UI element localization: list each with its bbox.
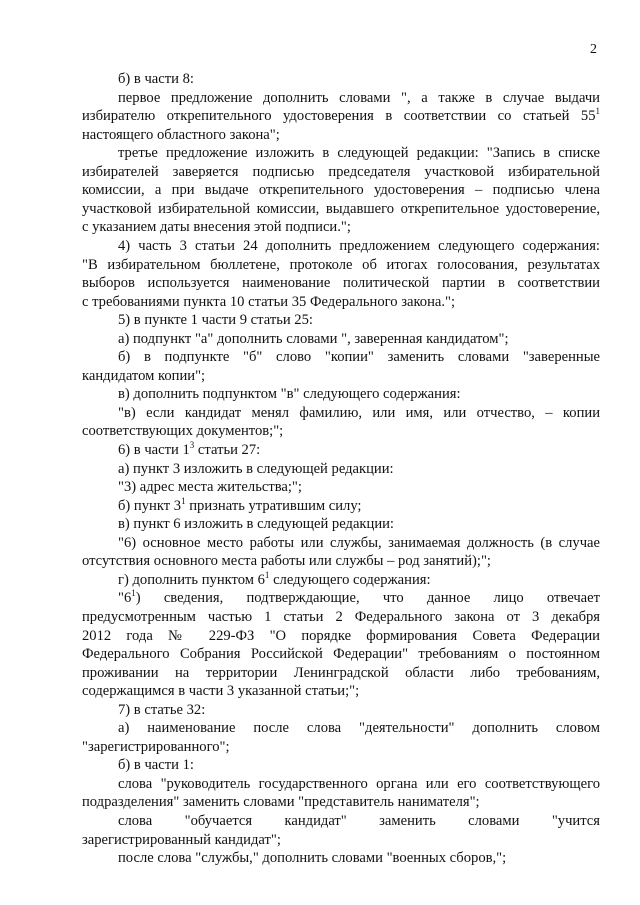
text-line: комиссии, а при выдаче открепительного удостоверения – подписью члена [82,182,600,199]
text-line: г) дополнить пунктом $6^1$ следующего содержания: [118,569,431,588]
text-line: 7) в статье 32: [118,701,206,718]
text-line: проживании на территории Ленинградской области либо требованиям, [82,664,600,681]
text-line: в) пункт 6 изложить в следующей редакции: [118,516,394,533]
text-line: предусмотренным частью 1 статьи 2 Федерального закона от 3 декабря [82,608,600,625]
text-line: соответствующих документов;"; [82,423,284,440]
text-line: выборов используется наименование политической партии в соответствии [82,275,600,292]
text-line: "зарегистрированного"; [82,738,230,755]
text-line: б) в части 8: [118,71,194,87]
text-line: б) пункт $3^1$ признать утратившим силу; [118,495,362,514]
text-line: третье предложение изложить в следующей редакции: "Запись в списке [118,145,600,162]
text-line: настоящего областного закона"; [82,126,280,143]
text-line: Федерального Собрания Российской Федерации" требованиям о постоянном [82,646,600,663]
text-line: "6) основное место работы или службы, занимаемая должность (в случае [118,534,600,551]
text-line: а) наименование после слова "деятельности" дополнить словом [118,720,600,737]
text-line: зарегистрированный кандидат"; [82,831,281,848]
text-line: 5) в пункте 1 части 9 статьи 25: [118,312,313,329]
text-line: "В избирательном бюллетене, протоколе об итогах голосования, результатах [82,256,600,273]
text-line: первое предложение дополнить словами ", а также в случае выдачи [118,89,600,106]
text-line: содержащимся в части 3 указанной статьи;"; [82,683,360,700]
text-line: с требованиями пункта 10 статьи 35 Федерального закона."; [82,293,456,310]
text-line: а) подпункт "а" дополнить словами ", заверенная кандидатом"; [118,330,509,347]
text-line: б) в подпункте "б" слово "копии" заменить словами "заверенные [118,349,600,366]
text-line: а) пункт 3 изложить в следующей редакции: [118,460,394,477]
text-line: участковой избирательной комиссии, выдавшего открепительное удостоверение, [82,200,600,217]
text-line: кандидатом копии"; [82,367,206,384]
text-line: 4) часть 3 статьи 24 дополнить предложением следующего содержания: [118,237,600,254]
text-line: "в) если кандидат менял фамилию, или имя, или отчество, – копии [118,404,600,421]
text-line: подразделения" заменить словами "представитель нанимателя"; [82,794,480,811]
text-line: после слова "службы," дополнить словами "военных сборов,"; [118,850,507,867]
text-line: избирателей заверяется подписью председателя участковой избирательной [82,163,600,180]
text-line: 2012 года № 229-ФЗ "О порядке формирования Совета Федерации [82,627,600,644]
text-line: в) дополнить подпунктом "в" следующего содержания: [118,386,461,403]
text-line: слова "обучается кандидат" заменить словами "учится [118,813,600,829]
text-line: с указанием даты внесения этой подписи."; [82,219,351,236]
text-line: слова "руководитель государственного органа или его соответствующего [118,775,600,792]
text-line: б) в части 1: [118,757,194,774]
text-line: избирателю открепительного удостоверения в соответствии со статьей $55^1$ [82,106,600,125]
page-number: 2 [590,42,597,57]
text-line: "$6^1$) сведения, подтверждающие, что данное лицо отвечает [118,588,600,607]
text-line: 6) в части $1^3$ статьи 27: [118,440,261,458]
text-line: "3) адрес места жительства;"; [118,479,302,496]
text-line: отсутствия основного места работы или службы – род занятий);"; [82,553,491,570]
